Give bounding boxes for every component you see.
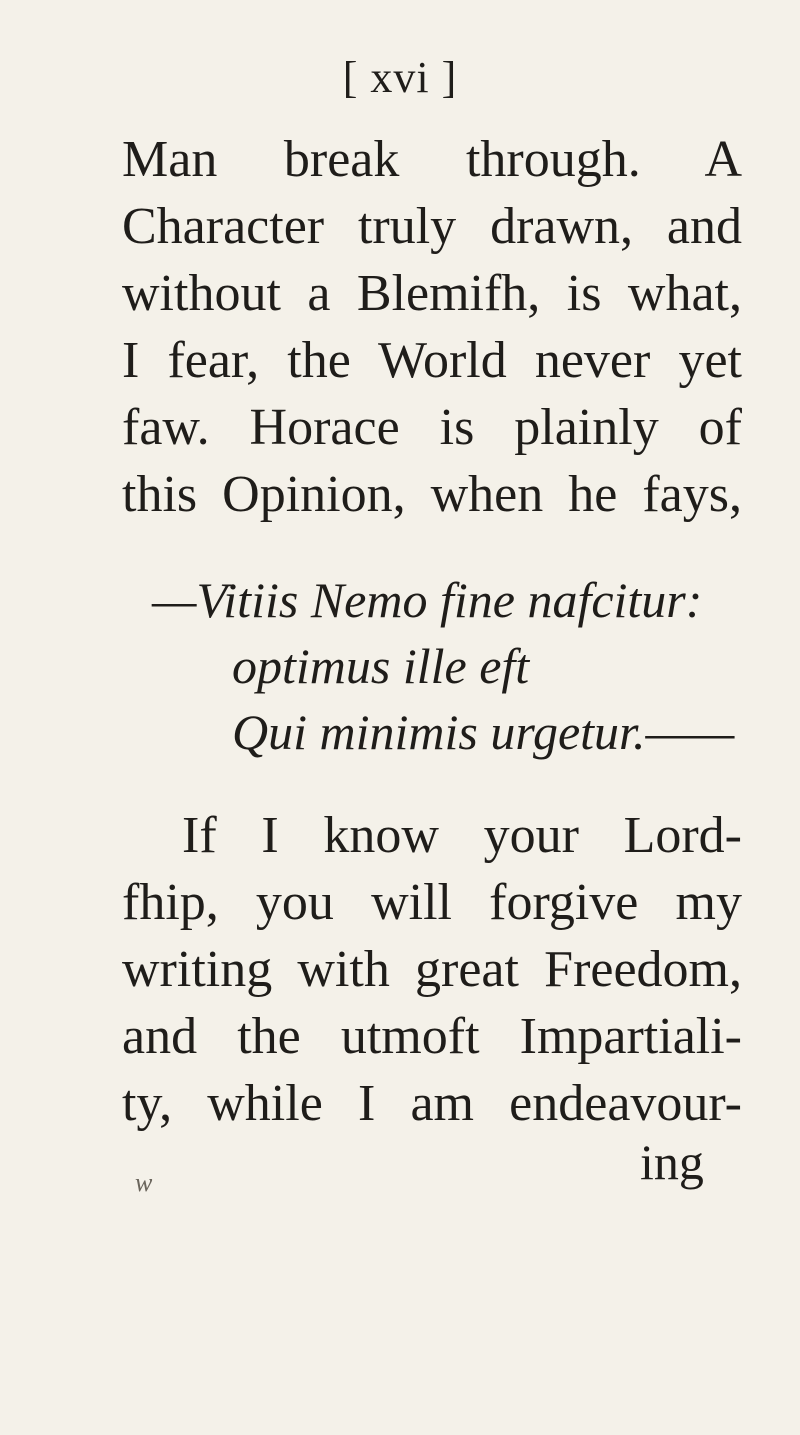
quote-line-2: optimus ille eft [232, 638, 530, 694]
signature-mark: w [135, 1168, 153, 1197]
text-line-4: I fear, the World never yet [122, 332, 742, 389]
text-line-3: without a Blemifh, is what, [122, 265, 742, 322]
catchword: ing [640, 1134, 704, 1190]
paragraph-line-3: writing with great Freedom, [122, 941, 742, 998]
text-line-2: Character truly drawn, and [122, 198, 742, 255]
page-number: [ xvi ] [342, 53, 458, 102]
paragraph-line-4: and the utmoft Impartiali- [122, 1008, 742, 1065]
quote-line-1: —Vitiis Nemo fine nafcitur: [152, 572, 703, 628]
text-line-1: Man break through. A [122, 131, 742, 188]
paragraph-lead: If [182, 807, 217, 864]
text-line-6: this Opinion, when he fays, [122, 466, 742, 523]
paragraph-line-5: ty, while I am endeavour- [122, 1075, 742, 1132]
paragraph-line-2: fhip, you will forgive my [122, 874, 742, 931]
quote-line-3: Qui minimis urgetur.—— [232, 704, 735, 760]
paragraph-line-1 [182, 806, 742, 866]
text-line-5: faw. Horace is plainly of [122, 399, 742, 456]
paragraph-line-1-rest: I know your Lord- [261, 807, 742, 864]
